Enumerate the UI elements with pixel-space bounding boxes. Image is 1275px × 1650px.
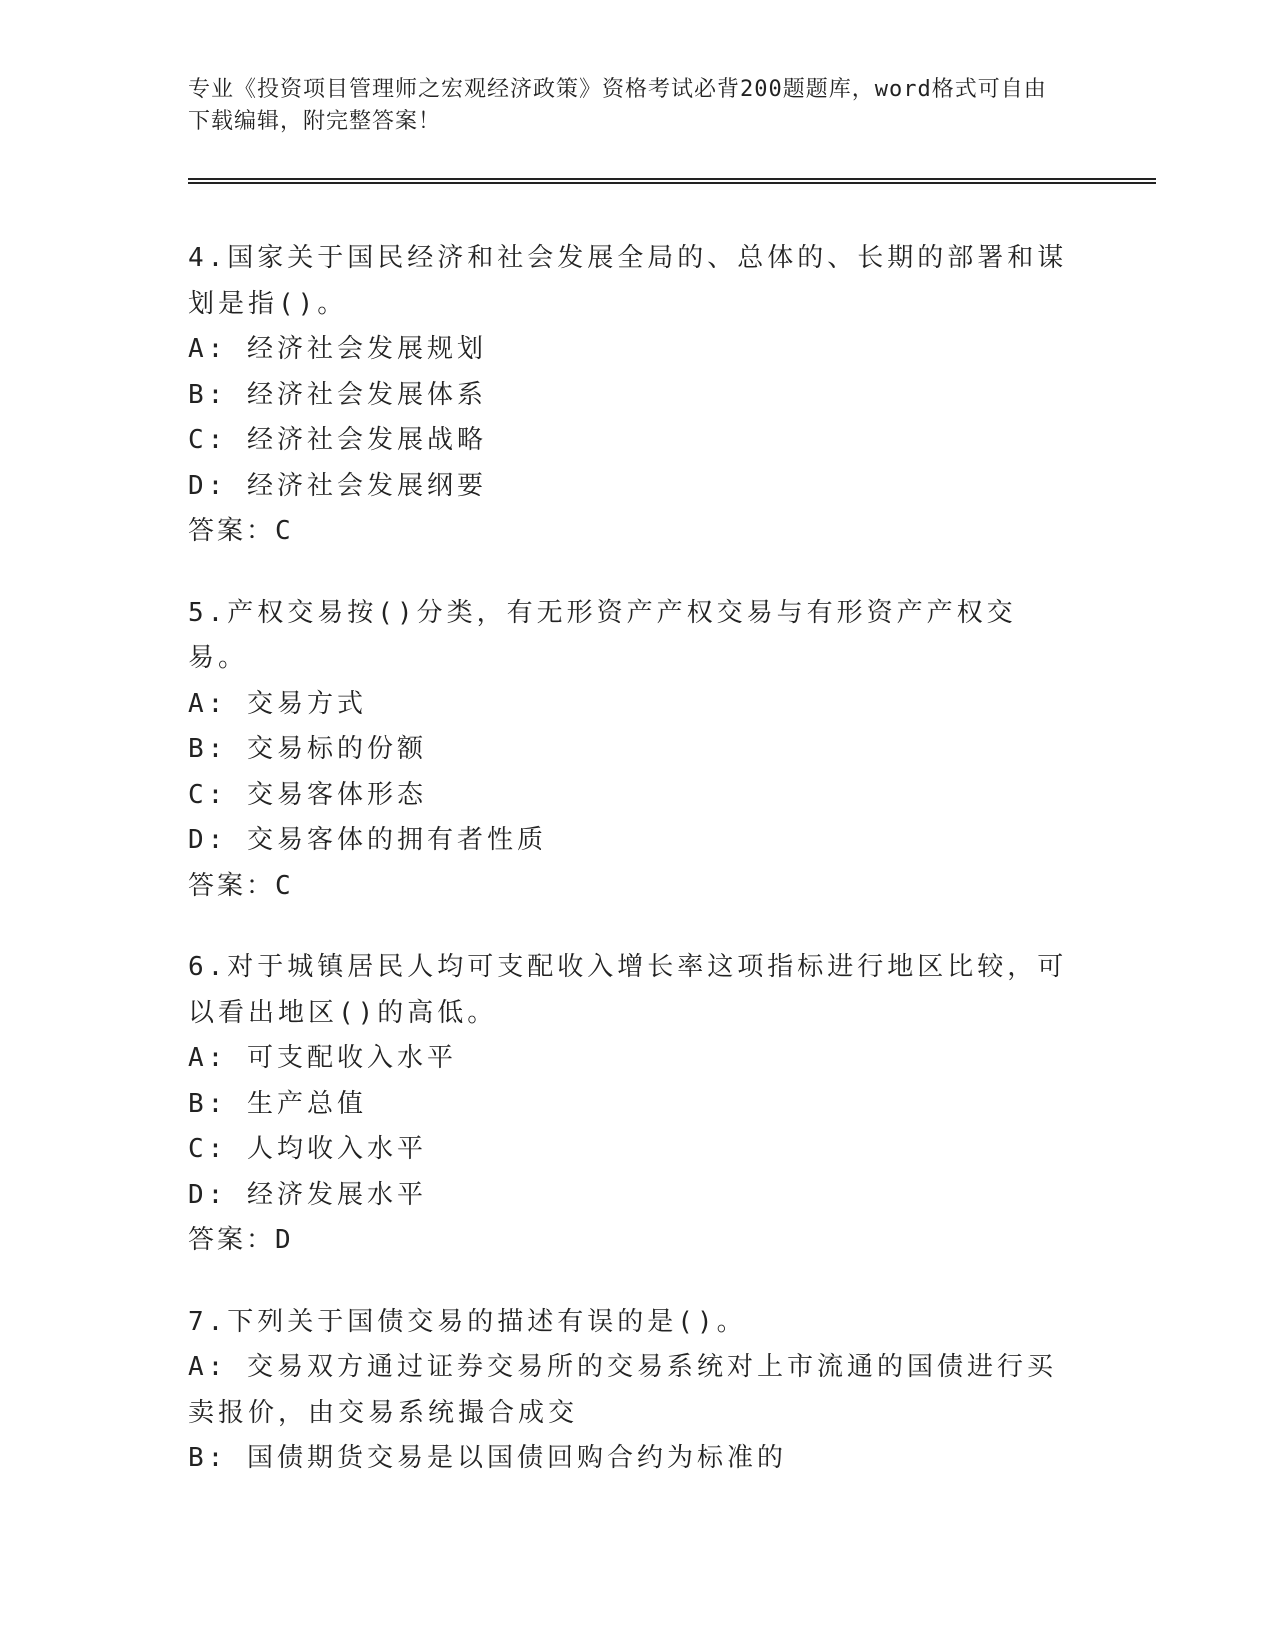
- answer-line: [188, 864, 1068, 910]
- answer-line: [188, 1218, 1068, 1264]
- option-a: A: 经济社会发展规划: [188, 334, 487, 364]
- option-a: A: 交易方式: [188, 688, 367, 719]
- option-d: D: 经济发展水平: [188, 1179, 427, 1210]
- question-stem: 7.下列关于国债交易的描述有误的是()。: [188, 1306, 747, 1337]
- document-header: 专业《投资项目管理师之宏观经济政策》资格考试必背200题题库，word格式可自由下载编辑，附完整答案！: [188, 77, 1047, 134]
- option-b: B: 交易标的份额: [188, 734, 427, 764]
- option-c: C: 交易客体形态: [188, 779, 427, 810]
- answer-value: D: [275, 1225, 292, 1255]
- option-d: D: 交易客体的拥有者性质: [188, 825, 547, 855]
- answer-label: 答案：: [188, 870, 276, 901]
- answer-value: C: [275, 516, 292, 546]
- option-d: D: 经济社会发展纲要: [188, 470, 487, 501]
- question-7: [188, 1300, 1068, 1482]
- answer-label: 答案：: [188, 516, 276, 546]
- question-5: [188, 591, 1068, 910]
- option-b: B: 生产总值: [188, 1088, 367, 1119]
- question-4: [188, 236, 1068, 555]
- answer-label: 答案：: [188, 1225, 276, 1255]
- question-list: [188, 236, 1068, 1518]
- option-a: A: 可支配收入水平: [188, 1043, 457, 1073]
- option-c: C: 人均收入水平: [188, 1134, 427, 1164]
- question-stem: 6.对于城镇居民人均可支配收入增长率这项指标进行地区比较，可以看出地区()的高低。: [188, 952, 1068, 1028]
- option-a: A: 交易双方通过证券交易所的交易系统对上市流通的国债进行买卖报价，由交易系统撮合成交: [188, 1352, 1057, 1428]
- question-6: [188, 945, 1068, 1264]
- answer-line: [188, 509, 1068, 555]
- question-stem: 5.产权交易按()分类，有无形资产产权交易与有形资产产权交易。: [188, 597, 1017, 673]
- answer-value: C: [275, 870, 292, 901]
- option-b: B: 经济社会发展体系: [188, 379, 487, 410]
- option-c: C: 经济社会发展战略: [188, 425, 487, 455]
- option-b: B: 国债期货交易是以国债回购合约为标准的: [188, 1443, 787, 1473]
- question-stem: 4.国家关于国民经济和社会发展全局的、总体的、长期的部署和谋划是指()。: [188, 243, 1068, 319]
- header-divider: [188, 178, 1156, 184]
